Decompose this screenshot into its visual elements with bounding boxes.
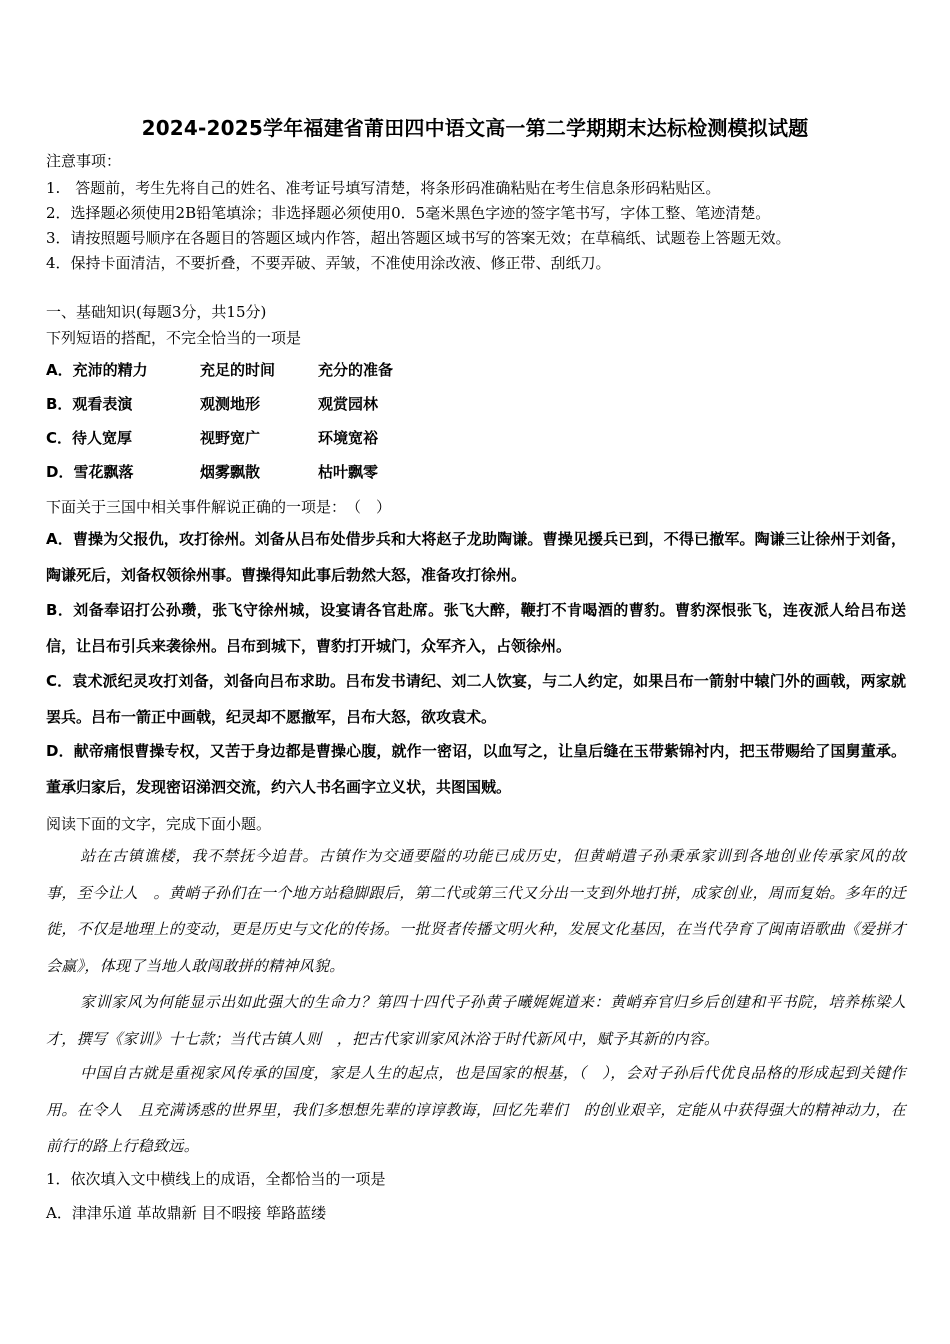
- q2-option-b: B．刘备奉诏打公孙瓒，张飞守徐州城，设宴请各官赴席。张飞大醉，鞭打不肯喝酒的曹豹。曹豹深恨张飞，连夜派人给吕布送信，让吕布引兵来袭徐州。吕布到城下，曹豹打开城门，众军齐入，占领徐州。: [46, 601, 906, 655]
- q1-option-c-2: 视野宽广: [200, 429, 261, 447]
- notice-heading: 注意事项：: [46, 152, 122, 170]
- q1-option-a-2: 充足的时间: [200, 361, 276, 379]
- passage-paragraph-3: 中国自古就是重视家风传承的国度，家是人生的起点，也是国家的根基，（ ），会对子孙后代优良品格的形成起到关键作用。在令人 且充满诱惑的世界里，我们多想想先辈的谆谆教诲，回忆先辈们 的创业艰辛，定能从中获得强大的精神动力，在前行的路上行稳致远。: [46, 1064, 906, 1155]
- q1-option-b-1: B．观看表演: [46, 395, 133, 413]
- notice-item-3: 3．请按照题号顺序在各题目的答题区域内作答，超出答题区域书写的答案无效；在草稿纸、试题卷上答题无效。: [46, 229, 791, 247]
- reading-q1-stem: 1．依次填入文中横线上的成语，全都恰当的一项是: [46, 1170, 386, 1188]
- q1-option-b-3: 观赏园林: [318, 395, 379, 413]
- q1-option-b-2: 观测地形: [200, 395, 261, 413]
- q1-stem: 下列短语的搭配，不完全恰当的一项是: [46, 329, 302, 347]
- q1-option-a-3: 充分的准备: [318, 361, 394, 379]
- q2-option-a: A．曹操为父报仇，攻打徐州。刘备从吕布处借步兵和大将赵子龙助陶谦。曹操见援兵已到，不得已撤军。陶谦三让徐州于刘备，陶谦死后，刘备权领徐州事。曹操得知此事后勃然大怒，准备攻打徐州。: [46, 530, 906, 584]
- q1-option-c-3: 环境宽裕: [318, 429, 379, 447]
- q1-option-d-2: 烟雾飘散: [200, 463, 261, 481]
- q1-option-b: [46, 393, 378, 414]
- q1-option-a: [46, 359, 393, 380]
- q1-option-c: [46, 427, 378, 448]
- passage-paragraph-2: 家训家风为何能显示出如此强大的生命力？第四十四代子孙黄子曦娓娓道来：黄峭弃官归乡后创建和平书院，培养栋梁人才，撰写《家训》十七款；当代古镇人则 ，把古代家训家风沐浴于时代新风中，赋予其新的内容。: [46, 993, 906, 1048]
- section-heading: 一、基础知识(每题3分，共15分): [46, 303, 267, 321]
- notice-item-4: 4．保持卡面清洁，不要折叠，不要弄破、弄皱，不准使用涂改液、修正带、刮纸刀。: [46, 254, 611, 272]
- q2-option-d: D．献帝痛恨曹操专权，又苦于身边都是曹操心腹，就作一密诏，以血写之，让皇后缝在玉带紫锦衬内，把玉带赐给了国舅董承。董承归家后，发现密诏涕泗交流，约六人书名画字立义状，共图国贼。: [46, 742, 906, 796]
- notice-item-1: 1. 答题前，考生先将自己的姓名、准考证号填写清楚，将条形码准确粘贴在考生信息条形码粘贴区。: [46, 179, 721, 197]
- exam-title: 2024-2025学年福建省莆田四中语文高一第二学期期末达标检测模拟试题: [141, 116, 809, 140]
- q2-option-c: C．袁术派纪灵攻打刘备，刘备向吕布求助。吕布发书请纪、刘二人饮宴，与二人约定，如果吕布一箭射中辕门外的画戟，两家就罢兵。吕布一箭正中画戟，纪灵却不愿撤军，吕布大怒，欲攻袁术。: [46, 672, 906, 726]
- reading-q1-option-a: A．津津乐道 革故鼎新 目不暇接 筚路蓝缕: [46, 1204, 327, 1222]
- reading-instruction: 阅读下面的文字，完成下面小题。: [46, 815, 272, 833]
- q1-option-a-1: A．充沛的精力: [46, 361, 148, 379]
- q1-option-d-1: D．雪花飘落: [46, 463, 134, 481]
- passage-paragraph-1: 站在古镇谯楼，我不禁抚今追昔。古镇作为交通要隘的功能已成历史，但黄峭遣子孙秉承家训到各地创业传承家风的故事，至今让人 。黄峭子孙们在一个地方站稳脚跟后，第二代或第三代又分出一支到外地打拼，成家创业，周而复始。多年的迁徙，不仅是地理上的变动，更是历史与文化的传扬。一批贤者传播文明火种，发展文化基因，在当代孕育了闽南语歌曲《爱拼才会赢》，体现了当地人敢闯敢拼的精神风貌。: [46, 847, 906, 975]
- q1-option-d-3: 枯叶飘零: [318, 463, 379, 481]
- notice-item-2: 2．选择题必须使用2B铅笔填涂；非选择题必须使用0．5毫米黑色字迹的签字笔书写，字体工整、笔迹清楚。: [46, 204, 771, 222]
- q1-option-c-1: C．待人宽厚: [46, 429, 133, 447]
- q1-option-d: [46, 461, 378, 482]
- q2-stem: 下面关于三国中相关事件解说正确的一项是： （ ）: [46, 498, 392, 516]
